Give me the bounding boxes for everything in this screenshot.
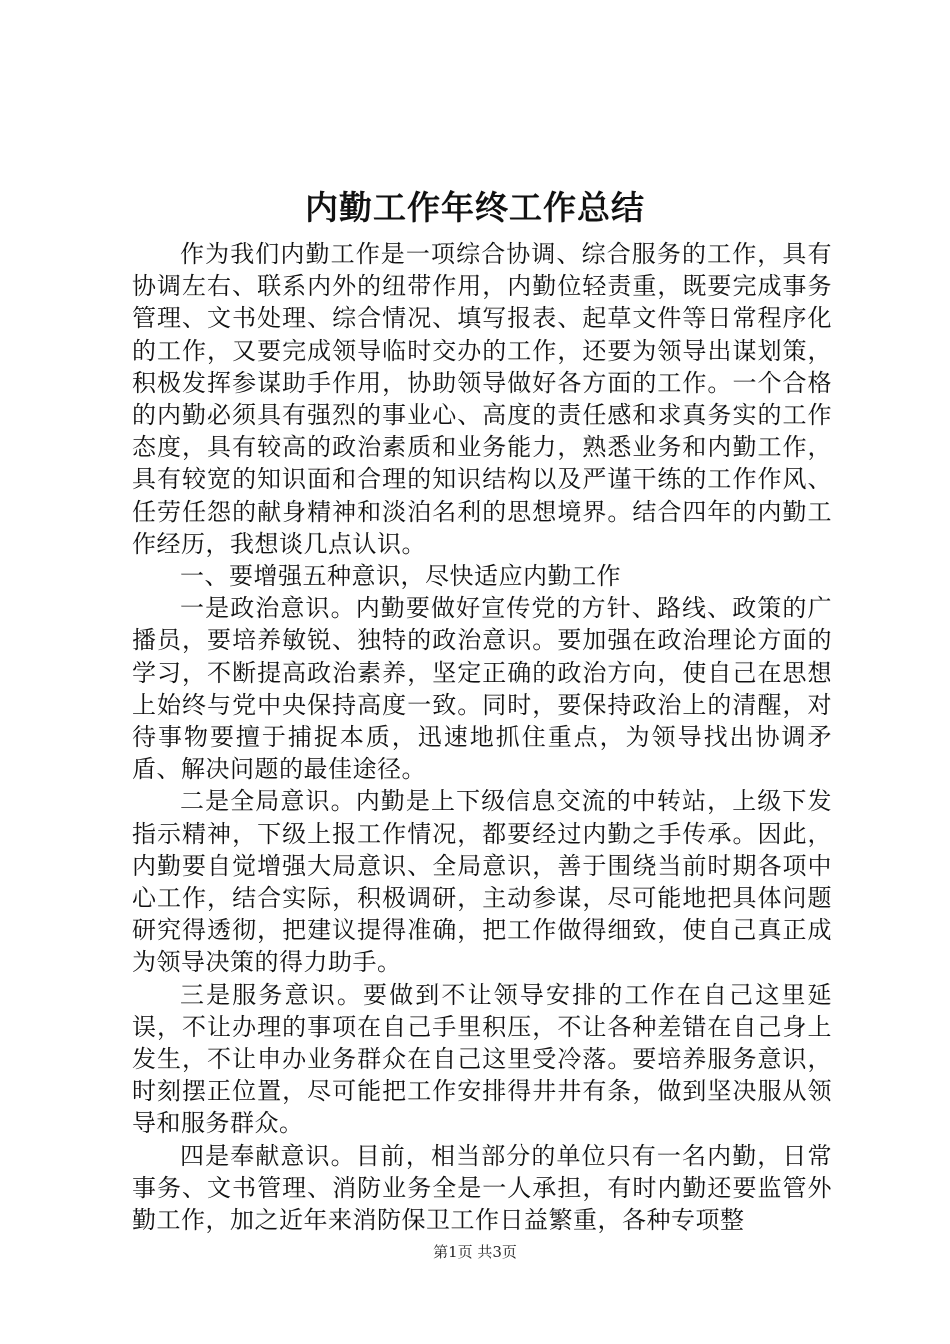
intro-paragraph: 作为我们内勤工作是一项综合协调、综合服务的工作，具有协调左右、联系内外的纽带作用，内勤位轻责重，既要完成事务管理、文书处理、综合情况、填写报表、起草文件等日常程序化的工作，又要完成领导临时交办的工作，还要为领导出谋划策，积极发挥参谋助手作用，协助领导做好各方面的工作。一个合格的内勤必须具有强烈的事业心、高度的责任感和求真务实的工作态度，具有较高的政治素质和业务能力，熟悉业务和内勤工作，具有较宽的知识面和合理的知识结构以及严谨干练的工作作风、任劳任怨的献身精神和淡泊名利的思想境界。结合四年的内勤工作经历，我想谈几点认识。 — [132, 240, 832, 558]
document-body — [132, 238, 832, 1236]
paragraph-political-awareness: 一是政治意识。内勤要做好宣传党的方针、路线、政策的广播员，要培养敏锐、独特的政治意识。要加强在政治理论方面的学习，不断提高政治素养，坚定正确的政治方向，使自己在思想上始终与党中央保持高度一致。同时，要保持政治上的清醒，对待事物要擅于捕捉本质，迅速地抓住重点，为领导找出协调矛盾、解决问题的最佳途径。 — [132, 594, 832, 784]
paragraph-dedication-awareness: 四是奉献意识。目前，相当部分的单位只有一名内勤，日常事务、文书管理、消防业务全是一人承担，有时内勤还要监管外勤工作，加之近年来消防保卫工作日益繁重，各种专项整 — [132, 1141, 832, 1235]
section-heading: 一、要增强五种意识，尽快适应内勤工作 — [180, 562, 621, 591]
document-title: 内勤工作年终工作总结 — [305, 188, 645, 227]
page-number-footer: 第1页 共3页 — [433, 1243, 517, 1261]
paragraph-overall-awareness: 二是全局意识。内勤是上下级信息交流的中转站，上级下发指示精神，下级上报工作情况，都要经过内勤之手传承。因此，内勤要自觉增强大局意识、全局意识，善于围绕当前时期各项中心工作，结合实际，积极调研，主动参谋，尽可能地把具体问题研究得透彻，把建议提得准确，把工作做得细致，使自己真正成为领导决策的得力助手。 — [132, 787, 832, 977]
paragraph-service-awareness: 三是服务意识。要做到不让领导安排的工作在自己这里延误，不让办理的事项在自己手里积压，不让各种差错在自己身上发生，不让申办业务群众在自己这里受冷落。要培养服务意识，时刻摆正位置，尽可能把工作安排得井井有条，做到坚决服从领导和服务群众。 — [132, 980, 832, 1138]
